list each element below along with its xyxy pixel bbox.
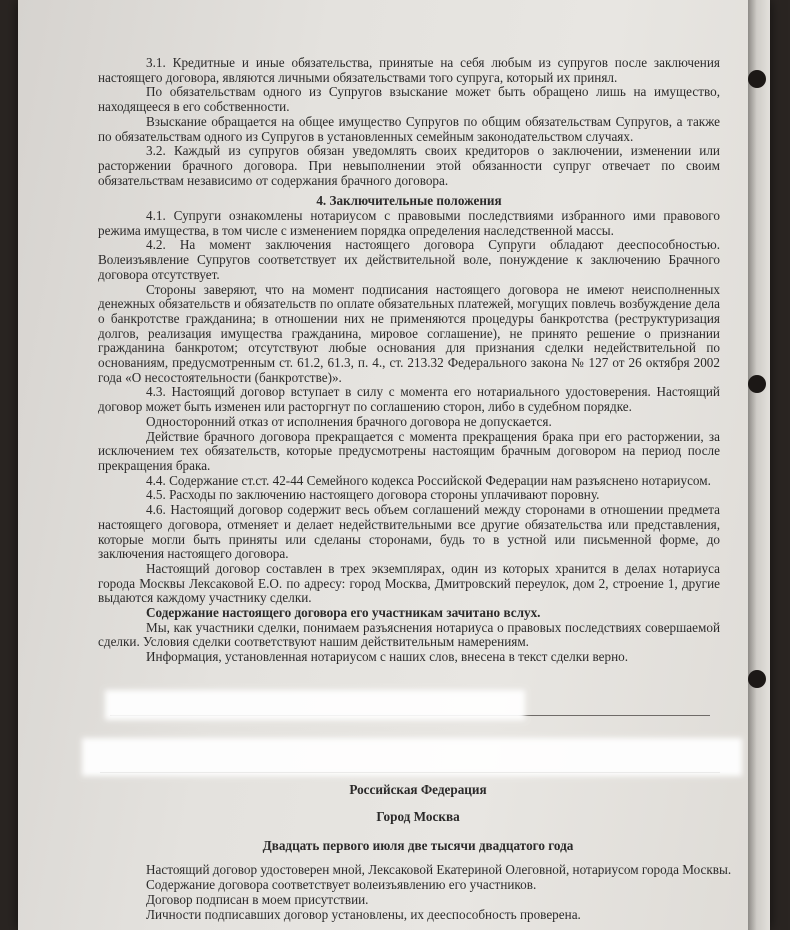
paragraph: 4.4. Содержание ст.ст. 42-44 Семейного кодекса Российской Федерации нам разъяснено нотариусом. [146, 472, 711, 488]
certification-line: Настоящий договор удостоверен мной, Лексаковой Екатериной Олеговной, нотариусом города Москвы. [146, 862, 732, 877]
document-body [98, 56, 720, 665]
paragraph: 4.2. На момент заключения настоящего договора Супруги обладают дееспособностью. Волеизъявление Супругов соответствует их действительной воле, понуждение к заключению Брачного договора отсутствует. [98, 237, 720, 282]
paragraph: 4.5. Расходы по заключению настоящего договора стороны уплачивают поровну. [146, 487, 600, 503]
certification-line: Личности подписавших договор установлены, их дееспособность проверена. [146, 907, 581, 922]
paragraph: Настоящий договор составлен в трех экземплярах, один из которых хранится в делах нотариуса города Москвы Лексаковой Е.О. по адресу: город Москва, Дмитровский переулок, дом 2, строение 1, другие выдаются каждому участнику сделки. [98, 560, 720, 606]
certification-line: Содержание договора соответствует волеизъявлению его участников. [146, 877, 537, 892]
notary-certification [98, 782, 738, 922]
section-heading: 4. Заключительные положения [316, 193, 502, 209]
binder-hole [748, 70, 766, 88]
certification-date: Двадцать первого июля две тысячи двадцатого года [262, 838, 574, 853]
certification-city: Город Москва [376, 809, 460, 824]
paragraph: Мы, как участники сделки, понимаем разъяснения нотариуса о правовых последствиях совершаемой сделки. Условия сделки соответствуют нашим действительным намерениям. [98, 619, 720, 650]
redaction [82, 738, 742, 776]
paragraph: Взыскание обращается на общее имущество Супругов по общим обязательствам Супругов, а также по обязательствам одного из Супругов в установленных семейным законодательством случаях. [98, 113, 720, 144]
paragraph: 4.3. Настоящий договор вступает в силу с момента его нотариального удостоверения. Настоящий договор может быть изменен или расторгнут по соглашению сторон, либо в судебном порядке. [98, 384, 720, 415]
certification-line: Договор подписан в моем присутствии. [146, 892, 369, 907]
paragraph: По обязательствам одного из Супругов взыскание может быть обращено лишь на имущество, находящееся в его собственности. [98, 84, 720, 115]
binder-hole [748, 375, 766, 393]
paragraph: 4.1. Супруги ознакомлены нотариусом с правовыми последствиями избранного ими правового режима имущества, в том числе с изменением порядка определения наследственной массы. [98, 208, 720, 238]
paragraph: Стороны заверяют, что на момент подписания настоящего договора не имеют неисполненных денежных обязательств и обязательств по оплате обязательных платежей, могущих повлечь возбуждение дела о банкротстве гражданина; в отношении них не применяются процедуры банкротства (реструктуризация долгов, реализация имущества гражданина, мировое соглашение), не принято решение о признании гражданина банкротом; отсутствуют любые основания для признания сделки недействительной по основаниям, предусмотренным ст. 61.2, 61.3, п. 4., ст. 213.32 Федерального закона № 127 от 26 октября 2002 года «О несостоятельности (банкротстве)». [98, 281, 720, 385]
binder-hole [748, 670, 766, 688]
certification-country: Российская Федерация [349, 782, 487, 797]
paragraph: Действие брачного договора прекращается с момента прекращения брака при его расторжении, за исключением тех обязательств, которые предусмотрены настоящим брачным договором на период после прекращения брака. [98, 428, 720, 473]
page-edge [748, 0, 770, 930]
paragraph: 3.1. Кредитные и иные обязательства, принятые на себя любым из супругов после заключения настоящего договора, являются личными обязательствами того супруга, который их принял. [98, 55, 720, 85]
paragraph: 4.6. Настоящий договор содержит весь объем соглашений между сторонами в отношении предмета настоящего договора, отменяет и делает недействительными все другие обязательства или представления, которые могли быть приняты или сделаны сторонами, будь то в устной или письменной форме, до заключения настоящего договора. [98, 502, 720, 562]
read-aloud-statement: Содержание настоящего договора его участникам зачитано вслух. [146, 605, 541, 621]
redaction [105, 690, 525, 720]
paragraph: Односторонний отказ от исполнения брачного договора не допускается. [146, 413, 552, 429]
paragraph: 3.2. Каждый из супругов обязан уведомлять своих кредиторов о заключении, изменении или расторжении брачного договора. При невыполнении этой обязанности супруг отвечает по своим обязательствам независимо от содержания брачного договора. [98, 143, 720, 188]
paragraph: Информация, установленная нотариусом с наших слов, внесена в текст сделки верно. [146, 649, 629, 665]
